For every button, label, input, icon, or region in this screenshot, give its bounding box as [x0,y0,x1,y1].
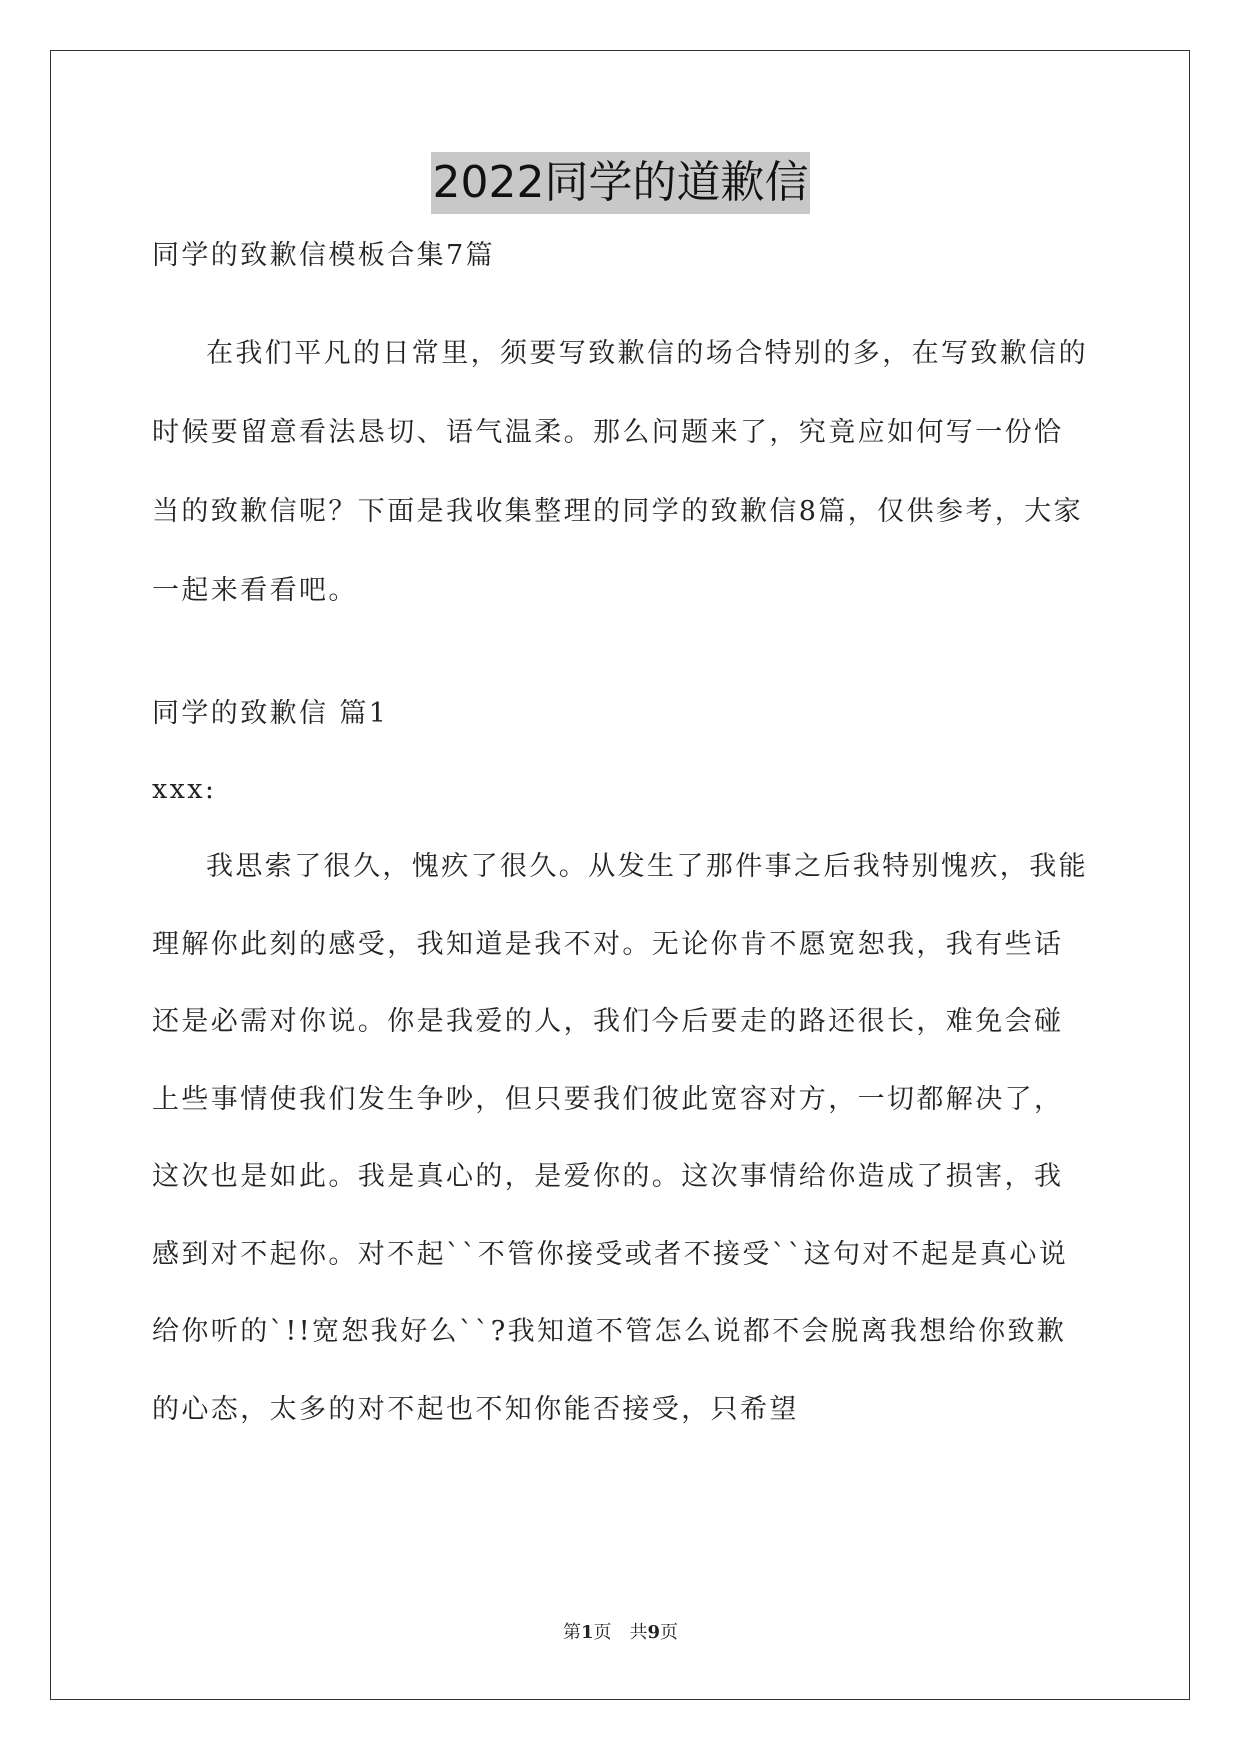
document-subtitle: 同学的致歉信模板合集7篇 [152,240,495,271]
document-title: 2022同学的道歉信 [431,152,811,214]
salutation: xxx: [152,774,217,805]
document-body [152,236,1092,1448]
page-current-number: 1 [580,1622,594,1643]
page-mid: 页 共 [593,1622,648,1643]
letter-body-paragraph: 我思索了很久，愧疚了很久。从发生了那件事之后我特别愧疚，我能理解你此刻的感受，我知道是我不对。无论你肯不愿宽恕我，我有些话还是必需对你说。你是我爱的人，我们今后要走的路还很长，难免会碰上些事情使我们发生争吵，但只要我们彼此宽容对方，一切都解决了，这次也是如此。我是真心的，是爱你的。这次事情给你造成了损害，我感到对不起你。对不起``不管你接受或者不接受``这句对不起是真心说给你听的`!!宽恕我好么``?我知道不管怎么说都不会脱离我想给你致歉的心态，太多的对不起也不知你能否接受，只希望 [152,851,1088,1425]
page-total-number: 9 [647,1622,661,1643]
page-suffix: 页 [660,1622,679,1643]
intro-paragraph: 在我们平凡的日常里，须要写致歉信的场合特别的多，在写致歉信的时候要留意看法恳切、语气温柔。那么问题来了，究竟应如何写一份恰当的致歉信呢？下面是我收集整理的同学的致歉信8篇，仅供参考，大家一起来看看吧。 [152,338,1088,606]
title-container [0,152,1241,214]
section-title: 同学的致歉信 篇1 [152,698,389,729]
page-footer [0,1621,1241,1645]
page-prefix: 第 [562,1622,581,1643]
